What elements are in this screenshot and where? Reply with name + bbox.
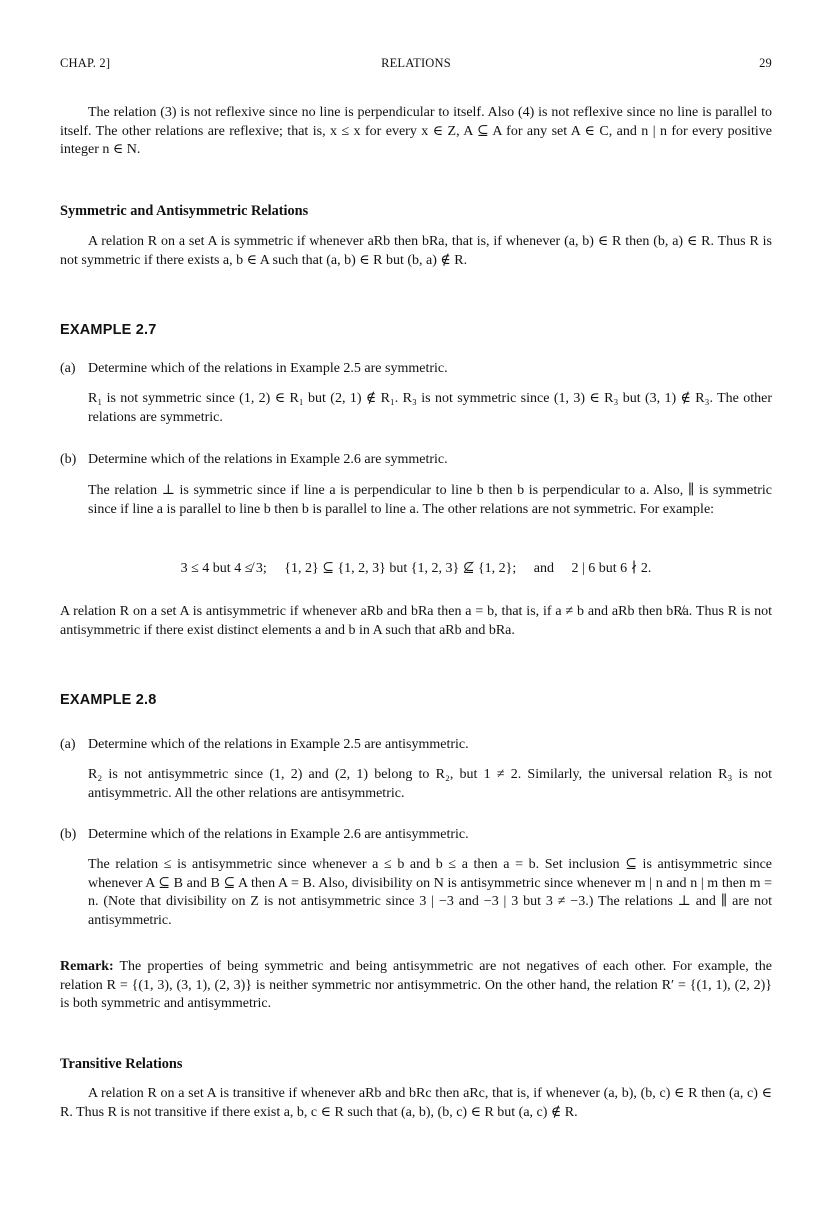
transitive-definition: A relation R on a set A is transitive if whenever aRb and bRc then aRc, that is, if whenever (a, b), (b, c) ∈ R then (a, c) ∈ R. Thus R is not transitive if there exist a, b, c ∈ R such that (a, b), (b, c) ∈ R but (a, c) ∉ R. (60, 1086, 772, 1120)
example-2-7-title: EXAMPLE 2.7 (60, 322, 157, 338)
part-answer: R₁ is not symmetric since (1, 2) ∈ R₁ but (2, 1) ∉ R₁. R₃ is not symmetric since (1, 3) ∈ R₃ but (3, 1) ∉ R₃. The other relations are symmetric. (88, 391, 772, 425)
antisymmetric-definition: A relation R on a set A is antisymmetric if whenever aRb and bRa then a = b, that is, if a ≠ b and aRb then bR̸a. Thus R is not antisymmetric if there exist distinct elements a and b in A such that aRb and bRa. (60, 604, 772, 638)
running-title: RELATIONS (381, 56, 451, 70)
remark-paragraph (60, 958, 772, 1014)
page-number: 29 (759, 56, 772, 70)
remark-text: The properties of being symmetric and being antisymmetric are not negatives of each other. For example, the relation R = {(1, 3), (3, 1), (2, 3)} is neither symmetric nor antisymmetric. On the other hand, the relation R′ = {(1, 1), (2, 2)} is both symmetric and antisymmetric. (60, 959, 773, 1011)
example-2-8-title: EXAMPLE 2.8 (60, 692, 157, 708)
part-answer: The relation ⊥ is symmetric since if line a is perpendicular to line b then b is perpendicular to a. Also, ∥ is symmetric since if line a is parallel to line b then b is parallel to line a. The other relations are not symmetric. For example: (88, 483, 772, 517)
symmetric-definition: A relation R on a set A is symmetric if whenever aRb then bRa, that is, if whenever (a, b) ∈ R then (b, a) ∈ R. Thus R is not symmetric if there exists a, b ∈ A such that (a, b) ∈ R but (b, a) ∉ R. (60, 234, 772, 268)
part-label: (b) (60, 827, 77, 842)
section-heading-transitive: Transitive Relations (60, 1056, 183, 1072)
part-question: Determine which of the relations in Example 2.5 are antisymmetric. (88, 737, 469, 752)
section-heading-symmetric: Symmetric and Antisymmetric Relations (60, 203, 309, 219)
part-question: Determine which of the relations in Example 2.6 are symmetric. (88, 452, 448, 467)
part-question: Determine which of the relations in Example 2.5 are symmetric. (88, 361, 448, 376)
part-answer: The relation ≤ is antisymmetric since whenever a ≤ b and b ≤ a then a = b. Set inclusion ⊆ is antisymmetric since whenever A ⊆ B and B ⊆ A then A = B. Also, divisibility on N is antisymmetric since whenever m | n and n | m then m = n. (Note that divisibility on Z is not antisymmetric since 3 | −3 and −3 | 3 but 3 ≠ −3.) The relations ⊥ and ∥ are not antisymmetric. (88, 857, 772, 928)
remark-lead: Remark: (60, 959, 114, 974)
part-label: (b) (60, 452, 77, 467)
part-label: (a) (60, 737, 76, 752)
part-label: (a) (60, 361, 76, 376)
chapter-label: CHAP. 2] (60, 56, 111, 70)
part-answer: R₂ is not antisymmetric since (1, 2) and (2, 1) belong to R₂, but 1 ≠ 2. Similarly, the universal relation R₃ is not antisymmetric. All the other relations are antisymmetric. (88, 767, 772, 801)
display-equation: 3 ≤ 4 but 4 ≰ 3; {1, 2} ⊆ {1, 2, 3} but {1, 2, 3} ⊈ {1, 2}; and 2 | 6 but 6 ∤ 2. (180, 561, 652, 576)
part-question: Determine which of the relations in Example 2.6 are antisymmetric. (88, 827, 469, 842)
intro-paragraph: The relation (3) is not reflexive since no line is perpendicular to itself. Also (4) is not reflexive since no line is parallel to itself. The other relations are reflexive; that is, x ≤ x for every x ∈ Z, A ⊆ A for any set A ∈ C, and n | n for every positive integer n ∈ N. (60, 105, 772, 157)
